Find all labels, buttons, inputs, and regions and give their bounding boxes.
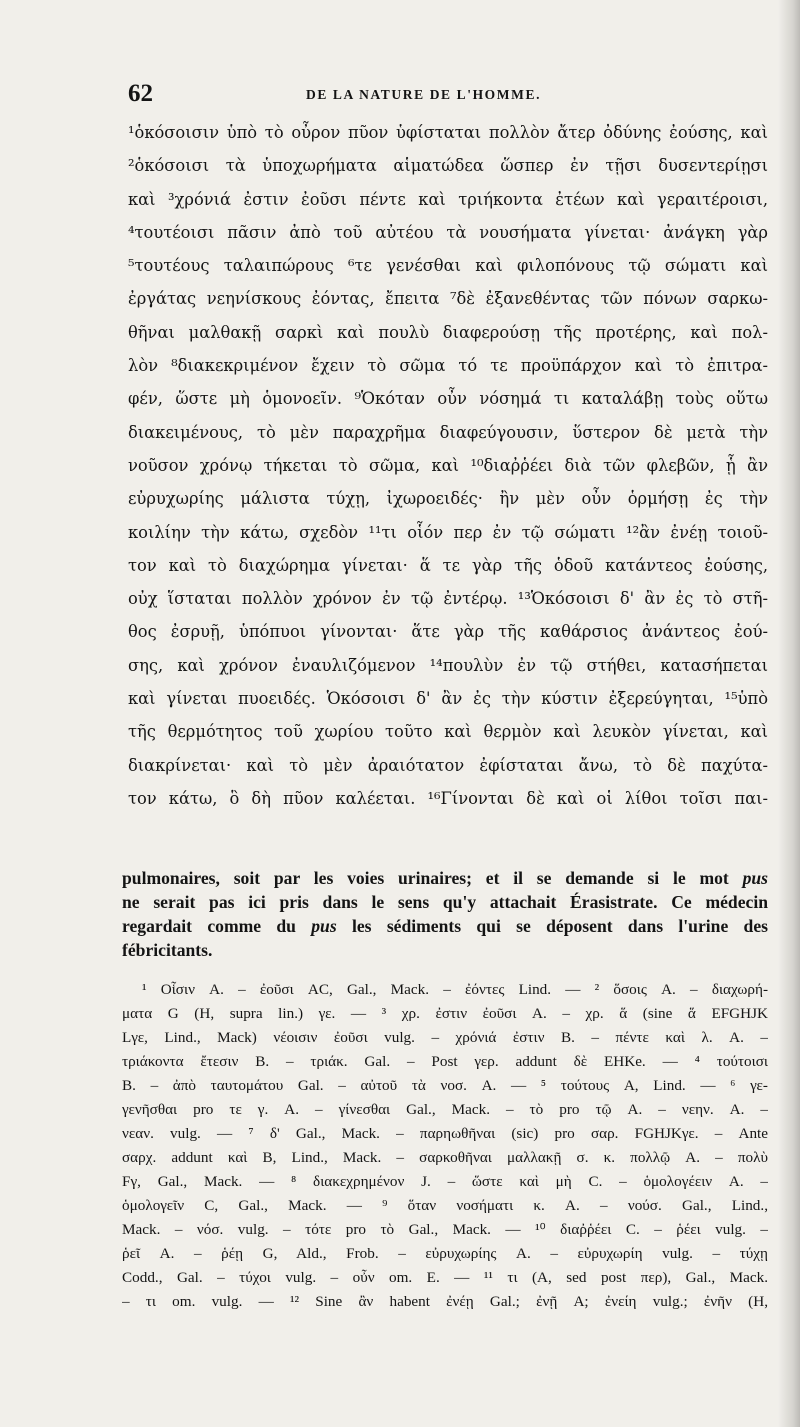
greek-text-line: καὶ γίνεται πυοειδές. Ὁκόσοισι δ' ἂν ἐς τὴν κύστιν ἐξερεύγηται, ¹⁵ὑπὸ [128, 689, 768, 709]
greek-text-line: νοῦσον χρόνῳ τήκεται τὸ σῶμα, καὶ ¹⁰διαῤῥέει διὰ τῶν φλεβῶν, ᾗ ἂν [128, 455, 768, 475]
greek-text-line: εὐρυχωρίης μάλιστα τύχῃ, ἰχωροειδές· ἢν μὲν οὖν ὁρμήσῃ ἐς τὴν [128, 489, 768, 509]
greek-text-line: ⁴τουτέοισι πᾶσιν ἀπὸ τοῦ αὐτέου τὰ νουσήματα γίνεται· ἀνάγκη γὰρ [128, 222, 768, 242]
running-head: DE LA NATURE DE L'HOMME. [306, 87, 542, 102]
footnote-line: B. – ἀπὸ ταυτομάτου Gal. – αὐτοῦ τὰ νοσ. A. — ⁵ τούτους A, Lind. — ⁶ γε- [122, 1077, 768, 1094]
greek-text-line: οὐχ ἵσταται πολλὸν χρόνον ἐν τῷ ἐντέρῳ. ¹³Ὁκόσοισι δ' ἂν ἐς τὸ στῆ- [128, 589, 768, 609]
greek-text-line: καὶ ³χρόνιά ἐστιν ἐοῦσι πέντε καὶ τριήκοντα ἐτέων καὶ γεραιτέροισι, [128, 189, 768, 209]
footnote-line: σαρχ. addunt καὶ B, Lind., Mack. – σαρκοθῆναι μαλλακῇ σ. κ. πολλῷ A. – πολὺ [122, 1149, 768, 1166]
greek-text-line: διακειμένους, τὸ μὲν παραχρῆμα διαφεύγουσιν, ὕστερον δὲ μετὰ τὴν [128, 422, 768, 442]
footnote-line: τριάκοντα ἔτεσιν B. – τριάκ. Gal. – Post γερ. addunt δὲ EHKe. — ⁴ τούτοισι [122, 1053, 768, 1070]
footnotes-apparatus [122, 978, 768, 1314]
greek-text-line: ²ὁκόσοισι τὰ ὑποχωρήματα αἱματώδεα ὥσπερ ἐν τῇσι δυσεντερίῃσι [128, 156, 768, 176]
greek-text-line: διακρίνεται· καὶ τὸ μὲν ἀραιότατον ἐφίσταται ἄνω, τὸ δὲ παχύτα- [128, 755, 768, 775]
footnote-line: ματα G (H, supra lin.) γε. — ³ χρ. ἐστιν ἐοῦσι A. – χρ. ἅ (sine ἅ EFGHJK [122, 1005, 768, 1022]
footnote-line: ὁμολογεῖν C, Gal., Mack. — ⁹ ὅταν νοσήματι κ. A. – νούσ. Gal., Lind., [122, 1197, 768, 1214]
commentary-line: regardait comme du pus les sédiments qui se déposent dans l'urine des [122, 916, 768, 936]
footnote-line: Fγ, Gal., Mack. — ⁸ διακεχρημένον J. – ὥστε καὶ μὴ C. – ὁμολογέειν A. – [122, 1173, 768, 1190]
page-number: 62 [128, 80, 153, 107]
footnote-line: Codd., Gal. – τύχοι vulg. – οὖν om. E. — ¹¹ τι (A, sed post περ), Gal., Mack. [122, 1269, 768, 1286]
commentary-line: ne serait pas ici pris dans le sens qu'y attachait Érasistrate. Ce médecin [122, 892, 768, 912]
greek-text-line: θος ἐσρυῇ, ὑπόπυοι γίνονται· ἅτε γὰρ τῆς καθάρσιος ἀνάντεος ἐού- [128, 622, 768, 642]
greek-text-line: κοιλίην τὴν κάτω, σχεδὸν ¹¹τι οἷόν περ ἐν τῷ σώματι ¹²ἂν ἐνέῃ τοιοῦ- [128, 522, 768, 542]
greek-text-line: φέν, ὥστε μὴ ὁμονοεῖν. ⁹Ὁκόταν οὖν νόσημά τι καταλάβῃ τοὺς οὕτω [128, 389, 768, 409]
commentary-line: pulmonaires, soit par les voies urinaires; et il se demande si le mot pus [122, 868, 768, 888]
footnote-line: γενῆσθαι pro τε γ. A. – γίνεσθαι Gal., Mack. – τὸ pro τῷ A. – νεην. A. – [122, 1101, 768, 1118]
footnote-line: Lγε, Lind., Mack) νέοισιν ἐοῦσι vulg. – χρόνιά ἐστιν B. – πέντε καὶ λ. A. – [122, 1029, 768, 1046]
page-gutter-shadow [778, 0, 800, 1427]
footnote-line: – τι om. vulg. — ¹² Sine ἂν habent ἐνέῃ Gal.; ἐνῇ A; ἐνείη vulg.; ἐνῆν (H, [122, 1293, 768, 1310]
footnote-line: Mack. – νόσ. vulg. – τότε pro τὸ Gal., Mack. — ¹⁰ διαῤῥέει C. – ῥέει vulg. – [122, 1221, 768, 1238]
greek-main-text [128, 116, 768, 815]
footnote-line: νεαν. vulg. — ⁷ δ' Gal., Mack. – παρηωθῆναι (sic) pro σαρ. FGHJKγε. – Ante [122, 1125, 768, 1142]
greek-text-line: λὸν ⁸διακεκριμένον ἔχειν τὸ σῶμα τό τε προϋπάρχον καὶ τὸ ἐπιτρα- [128, 356, 768, 376]
greek-text-line: σης, καὶ χρόνον ἐναυλιζόμενον ¹⁴πουλὺν ἐν τῷ στήθει, κατασήπεται [128, 655, 768, 675]
greek-text-line: ἐργάτας νεηνίσκους ἐόντας, ἔπειτα ⁷δὲ ἐξανεθέντας τῶν πόνων σαρκω- [128, 289, 768, 309]
greek-text-line: τον κάτω, ὃ δὴ πῦον καλέεται. ¹⁶Γίνονται δὲ καὶ οἱ λίθοι τοῖσι παι- [128, 788, 768, 808]
french-commentary [122, 866, 768, 962]
greek-text-line: τῆς θερμότητος τοῦ χωρίου τοῦτο καὶ θερμὸν καὶ λευκὸν γίνεται, καὶ [128, 722, 768, 742]
greek-text-line: ¹ὁκόσοισιν ὑπὸ τὸ οὖρον πῦον ὑφίσταται πολλὸν ἄτερ ὀδύνης ἐούσης, καὶ [128, 123, 768, 142]
greek-text-line: τον καὶ τὸ διαχώρημα γίνεται· ἅ τε γὰρ τῆς ὁδοῦ κατάντεος ἐούσης, [128, 555, 768, 575]
footnote-line: ¹ Οἷσιν A. – ἐοῦσι AC, Gal., Mack. – ἐόντες Lind. — ² ὅσοις A. – διαχωρή- [142, 981, 768, 998]
footnote-line: ῥεῖ A. – ῥέῃ G, Ald., Frob. – εὐρυχωρίης A. – εὐρυχωρίη vulg. – τύχῃ [122, 1245, 768, 1262]
greek-text-line: ⁵τουτέους ταλαιπώρους ⁶τε γενέσθαι καὶ φιλοπόνους τῷ σώματι καὶ [128, 256, 768, 276]
greek-text-line: θῆναι μαλθακῇ σαρκὶ καὶ πουλὺ διαφερούσῃ τῆς προτέρης, καὶ πολ- [128, 322, 768, 342]
commentary-line: fébricitants. [122, 940, 213, 960]
page-header [128, 80, 768, 110]
